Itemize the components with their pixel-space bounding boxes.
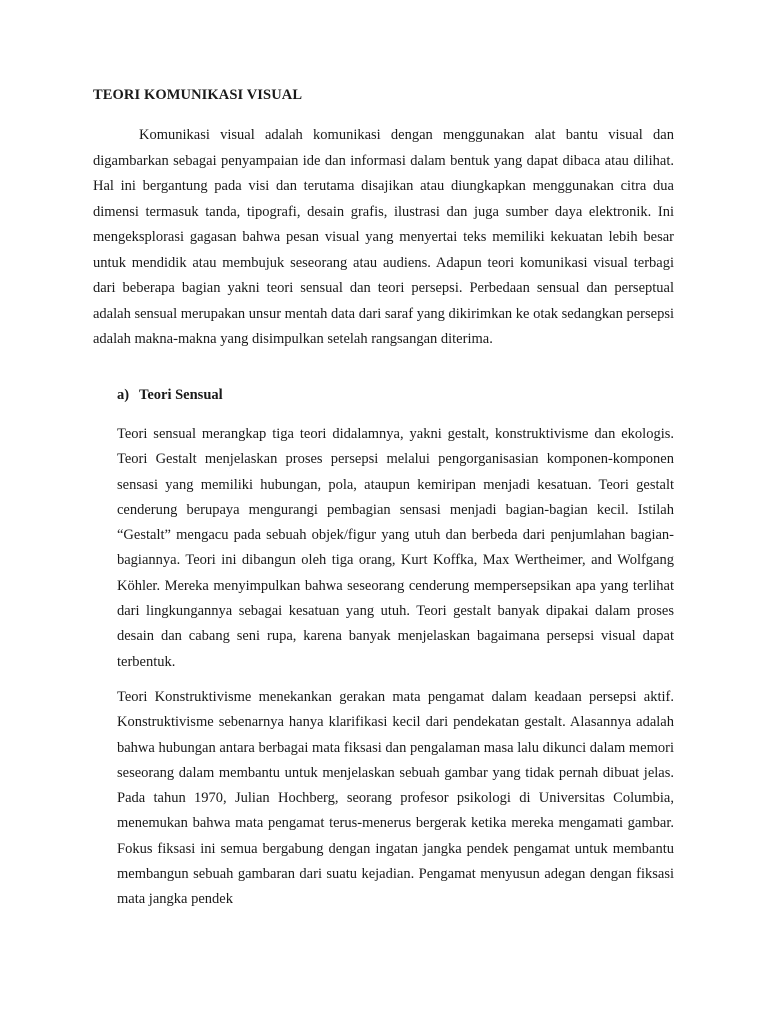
gestalt-paragraph: Teori sensual merangkap tiga teori didalamnya, yakni gestalt, konstruktivisme dan ekologis. Teori Gestalt menjelaskan proses persepsi melalui pengorganisasian komponen-komponen sensasi yang memiliki hubungan, pola, ataupun kemiripan menjadi kesatuan. Teori gestalt cenderung berupaya mengurangi pembagian sensasi menjadi bagian-bagian kecil. Istilah “Gestalt” mengacu pada sebuah objek/figur yang utuh dan berbeda dari penjumlahan bagian-bagiannya. Teori ini dibangun oleh tiga orang, Kurt Koffka, Max Wertheimer, and Wolfgang Köhler. Mereka menyimpulkan bahwa seseorang cenderung mempersepsikan apa yang terlihat dari lingkungannya sebagai kesatuan yang utuh. Teori gestalt banyak dipakai dalam proses desain dan cabang seni rupa, karena banyak menjelaskan bagaimana persepsi visual dapat terbentuk. <box>117 426 674 670</box>
intro-paragraph: Komunikasi visual adalah komunikasi dengan menggunakan alat bantu visual dan digambarkan sebagai penyampaian ide dan informasi dalam bentuk yang dapat dibaca atau dilihat. Hal ini bergantung pada visi dan terutama disajikan atau diungkapkan menggunakan citra dua dimensi termasuk tanda, tipografi, desain grafis, ilustrasi dan juga sumber daya elektronik. Ini mengeksplorasi gagasan bahwa pesan visual yang menyertai teks memiliki kekuatan lebih besar untuk mendidik atau membujuk seseorang atau audiens. Adapun teori komunikasi visual terbagi dari beberapa bagian yakni teori sensual dan teori persepsi. Perbedaan sensual dan perseptual adalah sensual merupakan unsur mentah data dari saraf yang dikirimkan ke otak sedangkan persepsi adalah makna-makna yang disimpulkan setelah rangsangan diterima. <box>93 127 675 347</box>
section-heading <box>117 387 223 404</box>
section-marker: a) <box>117 387 130 403</box>
constructivism-paragraph: Teori Konstruktivisme menekankan gerakan mata pengamat dalam keadaan persepsi aktif. Konstruktivisme sebenarnya hanya klarifikasi kecil dari pendekatan gestalt. Alasannya adalah bahwa hubungan antara berbagai mata fiksasi dan pengalaman masa lalu dikunci dalam memori seseorang dalam membantu untuk menjelaskan sebuah gambar yang tidak pernah dibuat jelas. Pada tahun 1970, Julian Hochberg, seorang profesor psikologi di Universitas Columbia, menemukan bahwa mata pengamat terus-menerus bergerak ketika mereka mengamati gambar. Fokus fiksasi ini semua bergabung dengan ingatan jangka pendek pengamat untuk membantu membangun sebuah gambaran dari suatu kejadian. Pengamat menyusun adegan dengan fiksasi mata jangka pendek <box>117 689 674 908</box>
section-heading-text: Teori Sensual <box>139 387 223 403</box>
document-title: TEORI KOMUNIKASI VISUAL <box>93 87 303 103</box>
